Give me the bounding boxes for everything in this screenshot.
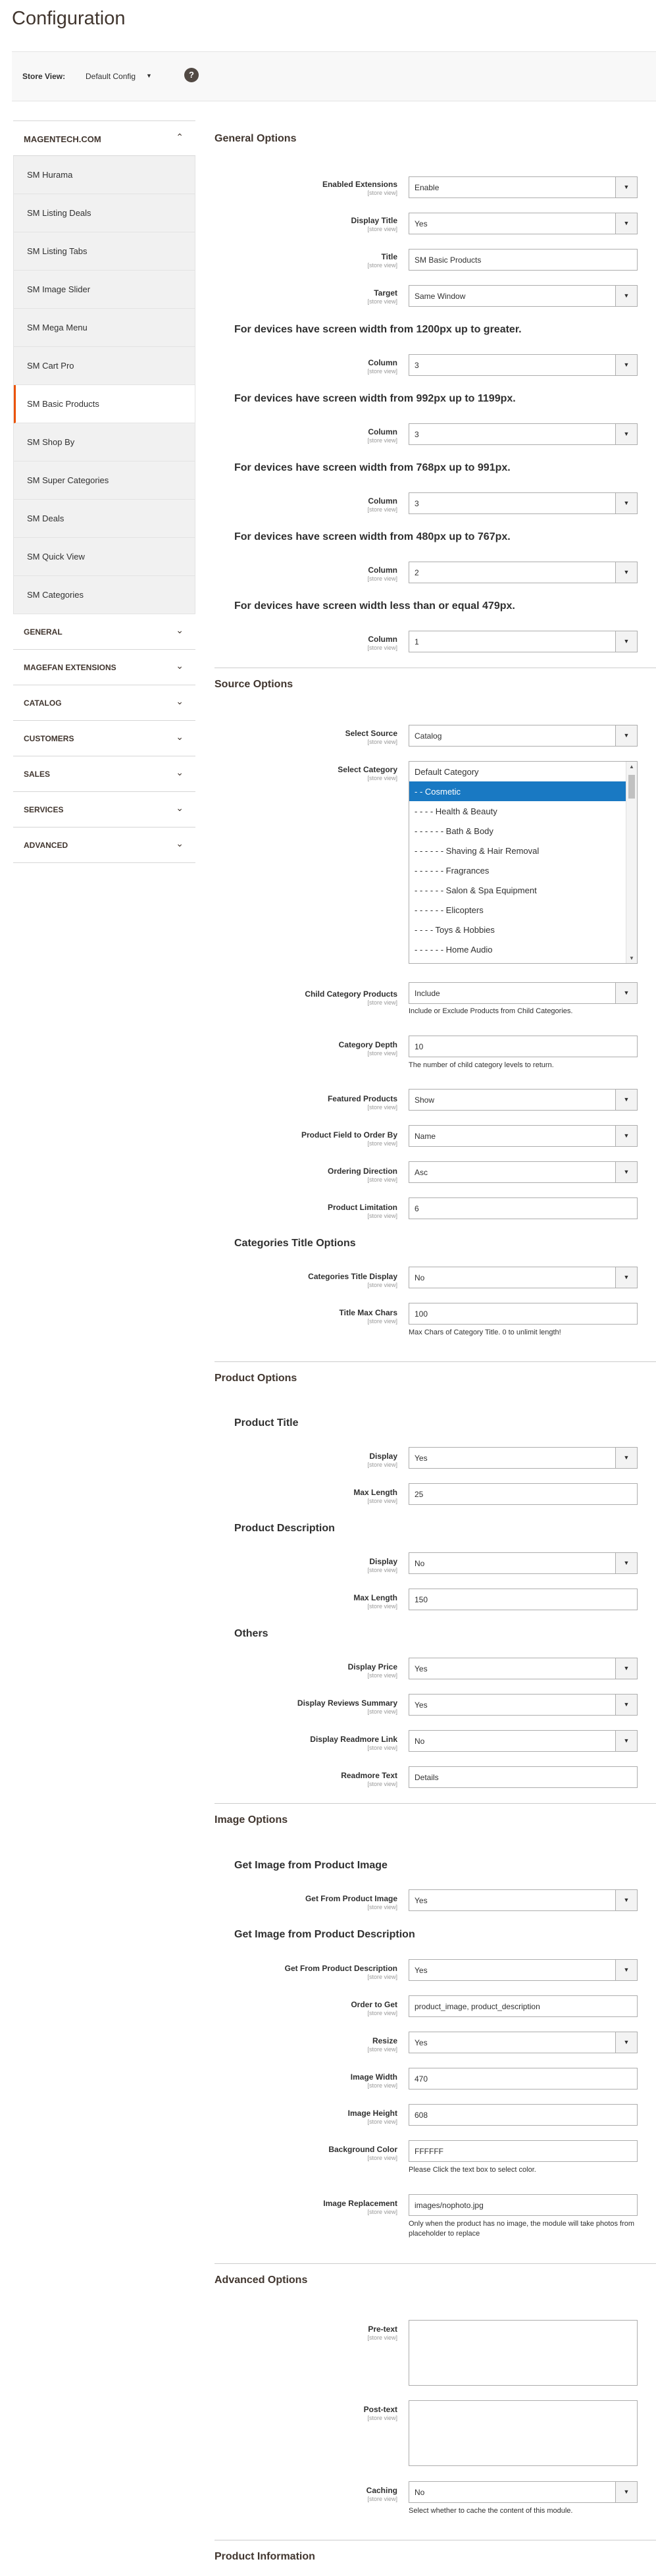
scope-hint: [store view] bbox=[367, 1904, 397, 1910]
device-heading-1: For devices have screen width from 1200px up to greater. bbox=[234, 324, 522, 335]
select-category-multiselect[interactable] bbox=[409, 761, 638, 964]
scope-hint: [store view] bbox=[367, 190, 397, 196]
others-heading: Others bbox=[234, 1628, 268, 1639]
field-label: Title Max Chars bbox=[339, 1308, 397, 1317]
scope-hint: [store view] bbox=[367, 775, 397, 781]
scope-hint: [store view] bbox=[367, 1282, 397, 1288]
scope-hint: [store view] bbox=[367, 1708, 397, 1715]
dropdown-arrow-icon: ▼ bbox=[615, 1553, 637, 1573]
product-description-display-select[interactable] bbox=[409, 1552, 638, 1574]
input-value: 6 bbox=[415, 1204, 419, 1213]
dropdown-arrow-icon: ▼ bbox=[615, 1731, 637, 1751]
scope-hint: [store view] bbox=[367, 2118, 397, 2125]
section-title-image-options[interactable]: Image Options bbox=[214, 1814, 288, 1826]
dropdown-arrow-icon: ▼ bbox=[615, 1960, 637, 1980]
product-description-heading: Product Description bbox=[234, 1523, 335, 1534]
scope-hint: [store view] bbox=[367, 999, 397, 1006]
device-heading-2: For devices have screen width from 992px up to 1199px. bbox=[234, 393, 516, 404]
input-value: 150 bbox=[415, 1595, 428, 1604]
sidebar-item-sm-listing-deals[interactable] bbox=[14, 194, 195, 232]
select-value: No bbox=[415, 1273, 425, 1282]
chevron-down-icon: ⌄ bbox=[176, 731, 184, 742]
sidebar-item-label: SM Mega Menu bbox=[27, 323, 88, 332]
scope-hint: [store view] bbox=[367, 1745, 397, 1751]
dropdown-arrow-icon: ▼ bbox=[615, 213, 637, 234]
field-label: Enabled Extensions bbox=[322, 180, 397, 189]
scope-hint: [store view] bbox=[367, 1974, 397, 1980]
field-label: Column bbox=[368, 427, 397, 436]
dropdown-arrow-icon: ▼ bbox=[615, 2482, 637, 2502]
column-select-3[interactable] bbox=[409, 492, 638, 514]
sidebar-item-label: SM Quick View bbox=[27, 552, 85, 562]
scope-switcher-bar bbox=[12, 51, 656, 101]
input-value: 25 bbox=[415, 1490, 424, 1499]
scope-hint: [store view] bbox=[367, 437, 397, 444]
column-select-5[interactable] bbox=[409, 631, 638, 652]
category-option[interactable]: - - - - - - Home Audio bbox=[415, 945, 493, 955]
field-label: Ordering Direction bbox=[327, 1167, 397, 1176]
field-label: Select Source bbox=[345, 729, 397, 738]
sidebar-item-sm-shop-by[interactable] bbox=[14, 423, 195, 461]
sidebar-item-label: SM Shop By bbox=[27, 437, 75, 447]
page-title: Configuration bbox=[12, 8, 126, 29]
category-option[interactable]: - - - - - - Salon & Spa Equipment bbox=[415, 885, 537, 895]
scope-hint: [store view] bbox=[367, 2155, 397, 2161]
scope-hint: [store view] bbox=[367, 226, 397, 232]
scope-hint: [store view] bbox=[367, 1461, 397, 1468]
field-label: Caching bbox=[366, 2486, 397, 2495]
scope-hint: [store view] bbox=[367, 506, 397, 513]
field-label: Image Width bbox=[350, 2072, 397, 2082]
dropdown-arrow-icon: ▼ bbox=[615, 1890, 637, 1910]
chevron-down-icon: ⌄ bbox=[176, 660, 184, 671]
select-value: Catalog bbox=[415, 731, 442, 741]
scope-hint: [store view] bbox=[367, 2082, 397, 2089]
chevron-up-icon: ⌃ bbox=[176, 132, 184, 142]
category-option[interactable]: - - - - Toys & Hobbies bbox=[415, 925, 495, 935]
scope-hint: [store view] bbox=[367, 1176, 397, 1183]
field-label: Column bbox=[368, 496, 397, 506]
input-value: product_image, product_description bbox=[415, 2002, 540, 2011]
dropdown-arrow-icon: ▼ bbox=[615, 1695, 637, 1715]
section-divider bbox=[214, 1803, 656, 1804]
field-note: Max Chars of Category Title. 0 to unlimit length! bbox=[409, 1328, 561, 1336]
select-value: Yes bbox=[415, 1454, 428, 1463]
field-label: Display Reviews Summary bbox=[297, 1698, 397, 1708]
sidebar-group-general[interactable] bbox=[13, 614, 195, 650]
dropdown-arrow-icon: ▼ bbox=[615, 1090, 637, 1110]
field-label: Image Replacement bbox=[323, 2199, 397, 2208]
scope-hint: [store view] bbox=[367, 2209, 397, 2215]
title-max-chars-input[interactable] bbox=[409, 1303, 638, 1325]
sidebar-item-sm-quick-view[interactable] bbox=[14, 538, 195, 576]
sidebar-item-label: SM Super Categories bbox=[27, 475, 109, 485]
field-label: Resize bbox=[372, 2036, 397, 2045]
select-value: Asc bbox=[415, 1168, 428, 1177]
category-option[interactable]: - - - - - - Bath & Body bbox=[415, 826, 493, 836]
input-value: images/nophoto.jpg bbox=[415, 2201, 484, 2210]
caching-select[interactable] bbox=[409, 2481, 638, 2503]
title-input[interactable] bbox=[409, 249, 638, 271]
sidebar-group-services[interactable] bbox=[13, 792, 195, 828]
enabled-extensions-select[interactable] bbox=[409, 176, 638, 198]
scope-hint: [store view] bbox=[367, 739, 397, 745]
scope-hint: [store view] bbox=[367, 1781, 397, 1787]
section-title-general-options[interactable]: General Options bbox=[214, 133, 297, 144]
field-label: Max Length bbox=[353, 1488, 397, 1497]
product-description-max-length-input[interactable] bbox=[409, 1589, 638, 1610]
dropdown-arrow-icon: ▼ bbox=[615, 2032, 637, 2053]
select-value: Yes bbox=[415, 1896, 428, 1905]
sidebar-item-sm-listing-tabs[interactable] bbox=[14, 232, 195, 271]
sidebar-item-sm-super-categories[interactable] bbox=[14, 461, 195, 500]
dropdown-arrow-icon: ▼ bbox=[615, 286, 637, 306]
device-heading-3: For devices have screen width from 768px up to 991px. bbox=[234, 462, 511, 473]
sidebar-group-label: MAGEFAN EXTENSIONS bbox=[24, 663, 116, 672]
scope-hint: [store view] bbox=[367, 262, 397, 269]
chevron-down-icon: ⌄ bbox=[176, 696, 184, 706]
sidebar-item-label: SM Image Slider bbox=[27, 284, 91, 294]
scope-hint: [store view] bbox=[367, 2046, 397, 2053]
scope-hint: [store view] bbox=[367, 2415, 397, 2421]
child-category-products-select[interactable] bbox=[409, 982, 638, 1004]
field-label: Child Category Products bbox=[305, 989, 397, 999]
featured-products-select[interactable] bbox=[409, 1089, 638, 1111]
sidebar-group-catalog[interactable] bbox=[13, 685, 195, 721]
background-color-input[interactable] bbox=[409, 2140, 638, 2162]
order-by-select[interactable] bbox=[409, 1125, 638, 1147]
sidebar-item-sm-cart-pro[interactable] bbox=[14, 347, 195, 385]
scope-hint: [store view] bbox=[367, 1104, 397, 1111]
field-label: Get From Product Image bbox=[305, 1894, 397, 1903]
image-height-input[interactable] bbox=[409, 2104, 638, 2126]
device-heading-5: For devices have screen width less than or equal 479px. bbox=[234, 600, 515, 612]
select-value: 1 bbox=[415, 637, 419, 646]
sidebar-group-label: CATALOG bbox=[24, 698, 62, 708]
field-label: Title bbox=[381, 252, 397, 261]
field-note: Only when the product has no image, the module will take photos from placeholder to replace bbox=[409, 2220, 635, 2238]
scope-hint: [store view] bbox=[367, 1213, 397, 1219]
scroll-up-icon[interactable]: ▲ bbox=[629, 764, 634, 770]
select-value: 3 bbox=[415, 430, 419, 439]
section-divider bbox=[214, 1361, 656, 1362]
display-readmore-select[interactable] bbox=[409, 1730, 638, 1752]
caret-down-icon[interactable]: ▼ bbox=[146, 72, 152, 79]
input-value: SM Basic Products bbox=[415, 255, 482, 265]
store-view-select[interactable]: Default Config bbox=[86, 72, 136, 81]
field-note: Select whether to cache the content of this module. bbox=[409, 2507, 573, 2515]
scope-hint: [store view] bbox=[367, 575, 397, 582]
product-title-max-length-input[interactable] bbox=[409, 1483, 638, 1505]
image-from-product-heading: Get Image from Product Image bbox=[234, 1860, 388, 1871]
scope-hint: [store view] bbox=[367, 2010, 397, 2016]
field-label: Post-text bbox=[363, 2405, 397, 2414]
field-note: Include or Exclude Products from Child Categories. bbox=[409, 1007, 573, 1015]
select-value: Yes bbox=[415, 2038, 428, 2047]
dropdown-arrow-icon: ▼ bbox=[615, 355, 637, 375]
field-label: Select Category bbox=[338, 765, 397, 774]
dropdown-arrow-icon: ▼ bbox=[615, 1126, 637, 1146]
categories-title-display-select[interactable] bbox=[409, 1267, 638, 1288]
sidebar-item-label: SM Basic Products bbox=[27, 399, 99, 409]
chevron-down-icon: ⌄ bbox=[176, 838, 184, 849]
section-title-advanced-options[interactable]: Advanced Options bbox=[214, 2274, 308, 2286]
scope-hint: [store view] bbox=[367, 1318, 397, 1325]
sidebar-group-advanced[interactable] bbox=[13, 828, 195, 863]
field-label: Target bbox=[374, 288, 397, 298]
field-label: Max Length bbox=[353, 1593, 397, 1602]
dropdown-arrow-icon: ▼ bbox=[615, 1162, 637, 1182]
chevron-down-icon: ⌄ bbox=[176, 767, 184, 777]
dropdown-arrow-icon: ▼ bbox=[615, 177, 637, 197]
image-width-input[interactable] bbox=[409, 2068, 638, 2090]
dropdown-arrow-icon: ▼ bbox=[615, 725, 637, 746]
select-value: Same Window bbox=[415, 292, 466, 301]
column-select-1[interactable] bbox=[409, 354, 638, 376]
category-option[interactable]: - - - - - - Elicopters bbox=[415, 905, 484, 915]
select-value: No bbox=[415, 1737, 425, 1746]
get-from-product-image-select[interactable] bbox=[409, 1889, 638, 1911]
config-sidebar bbox=[13, 120, 195, 863]
scope-hint: [store view] bbox=[367, 644, 397, 651]
section-title-product-options[interactable]: Product Options bbox=[214, 1373, 297, 1384]
sidebar-item-sm-hurama[interactable] bbox=[14, 156, 195, 194]
dropdown-arrow-icon: ▼ bbox=[615, 562, 637, 583]
field-label: Category Depth bbox=[338, 1040, 397, 1049]
section-title-product-information[interactable]: Product Information bbox=[214, 2551, 315, 2562]
dropdown-arrow-icon: ▼ bbox=[615, 631, 637, 652]
category-depth-input[interactable] bbox=[409, 1036, 638, 1057]
scope-hint: [store view] bbox=[367, 368, 397, 375]
sidebar-item-label: SM Listing Tabs bbox=[27, 246, 88, 256]
dropdown-arrow-icon: ▼ bbox=[615, 1658, 637, 1679]
field-label: Column bbox=[368, 635, 397, 644]
get-from-description-select[interactable] bbox=[409, 1959, 638, 1981]
field-note: Please Click the text box to select color. bbox=[409, 2166, 536, 2174]
dropdown-arrow-icon: ▼ bbox=[615, 983, 637, 1003]
product-limitation-input[interactable] bbox=[409, 1197, 638, 1219]
device-heading-4: For devices have screen width from 480px up to 767px. bbox=[234, 531, 511, 542]
select-value: Show bbox=[415, 1095, 435, 1105]
sidebar-item-label: SM Categories bbox=[27, 590, 84, 600]
select-value: Yes bbox=[415, 219, 428, 228]
field-label: Background Color bbox=[328, 2145, 397, 2154]
input-value: 100 bbox=[415, 1309, 428, 1319]
select-source-select[interactable] bbox=[409, 725, 638, 747]
scope-hint: [store view] bbox=[367, 1672, 397, 1679]
help-icon[interactable]: ? bbox=[184, 68, 199, 82]
field-label: Display bbox=[369, 1557, 397, 1566]
field-label: Featured Products bbox=[327, 1094, 397, 1103]
field-label: Display bbox=[369, 1452, 397, 1461]
ordering-direction-select[interactable] bbox=[409, 1161, 638, 1183]
readmore-text-input[interactable] bbox=[409, 1766, 638, 1788]
scope-hint: [store view] bbox=[367, 2496, 397, 2502]
field-label: Image Height bbox=[347, 2109, 397, 2118]
category-option-selected[interactable]: - - Cosmetic bbox=[409, 781, 626, 801]
chevron-down-icon: ⌄ bbox=[176, 625, 184, 635]
scope-hint: [store view] bbox=[367, 298, 397, 305]
field-label: Categories Title Display bbox=[308, 1272, 397, 1281]
scope-hint: [store view] bbox=[367, 1050, 397, 1057]
dropdown-arrow-icon: ▼ bbox=[615, 424, 637, 444]
select-value: Yes bbox=[415, 1664, 428, 1673]
select-value: Yes bbox=[415, 1700, 428, 1710]
field-note: The number of child category levels to return. bbox=[409, 1061, 554, 1069]
sidebar-item-label: SM Cart Pro bbox=[27, 361, 74, 371]
sidebar-item-label: SM Deals bbox=[27, 513, 64, 523]
category-option[interactable]: - - - - Health & Beauty bbox=[415, 806, 497, 816]
field-label: Display Readmore Link bbox=[310, 1735, 397, 1744]
field-label: Product Field to Order By bbox=[301, 1130, 397, 1140]
input-value: Details bbox=[415, 1773, 439, 1782]
field-label: Column bbox=[368, 565, 397, 575]
category-scrollbar[interactable] bbox=[626, 762, 637, 963]
dropdown-arrow-icon: ▼ bbox=[615, 1448, 637, 1468]
sidebar-item-sm-categories[interactable] bbox=[14, 576, 195, 614]
sidebar-section-magentech[interactable] bbox=[13, 120, 195, 156]
field-label: Order to Get bbox=[351, 2000, 397, 2009]
field-label: Get From Product Description bbox=[284, 1964, 397, 1973]
scope-hint: [store view] bbox=[367, 1498, 397, 1504]
sidebar-group-label: CUSTOMERS bbox=[24, 734, 74, 743]
post-text-textarea[interactable] bbox=[409, 2400, 638, 2466]
sidebar-item-label: SM Hurama bbox=[27, 170, 73, 180]
category-option[interactable]: - - - - - - Fragrances bbox=[415, 866, 490, 876]
display-title-select[interactable] bbox=[409, 213, 638, 234]
field-label: Readmore Text bbox=[341, 1771, 397, 1780]
scroll-down-icon[interactable]: ▼ bbox=[629, 955, 634, 961]
sidebar-item-sm-image-slider[interactable] bbox=[14, 271, 195, 309]
sidebar-item-sm-basic-products[interactable] bbox=[14, 385, 195, 423]
sidebar-item-list bbox=[13, 156, 195, 614]
column-select-4[interactable] bbox=[409, 562, 638, 583]
sidebar-group-sales[interactable] bbox=[13, 756, 195, 792]
field-label: Display Title bbox=[351, 216, 397, 225]
sidebar-group-label: ADVANCED bbox=[24, 841, 68, 850]
product-title-display-select[interactable] bbox=[409, 1447, 638, 1469]
scope-hint: [store view] bbox=[367, 2334, 397, 2341]
select-value: Name bbox=[415, 1132, 436, 1141]
select-value: 2 bbox=[415, 568, 419, 577]
input-value: 608 bbox=[415, 2111, 428, 2120]
field-label: Display Price bbox=[347, 1662, 397, 1671]
target-select[interactable] bbox=[409, 285, 638, 307]
category-option[interactable]: Default Category bbox=[415, 767, 479, 777]
select-value: Include bbox=[415, 989, 440, 998]
select-value: 3 bbox=[415, 499, 419, 508]
input-value: 470 bbox=[415, 2074, 428, 2084]
display-price-select[interactable] bbox=[409, 1658, 638, 1679]
sidebar-item-sm-deals[interactable] bbox=[14, 500, 195, 538]
resize-select[interactable] bbox=[409, 2032, 638, 2053]
sidebar-section-label: MAGENTECH.COM bbox=[24, 134, 101, 144]
store-view-label: Store View: bbox=[22, 72, 66, 81]
sidebar-item-sm-mega-menu[interactable] bbox=[14, 309, 195, 347]
category-option[interactable]: - - - - - - Shaving & Hair Removal bbox=[415, 846, 540, 856]
scroll-thumb[interactable] bbox=[628, 775, 635, 799]
dropdown-arrow-icon: ▼ bbox=[615, 493, 637, 513]
select-value: Enable bbox=[415, 183, 440, 192]
display-reviews-select[interactable] bbox=[409, 1694, 638, 1716]
sidebar-group-label: GENERAL bbox=[24, 627, 63, 637]
input-value: FFFFFF bbox=[415, 2147, 443, 2156]
select-value: Yes bbox=[415, 1966, 428, 1975]
select-value: No bbox=[415, 1559, 425, 1568]
field-label: Pre-text bbox=[368, 2325, 397, 2334]
section-divider bbox=[214, 2263, 656, 2264]
scope-hint: [store view] bbox=[367, 1140, 397, 1147]
dropdown-arrow-icon: ▼ bbox=[615, 1267, 637, 1288]
sidebar-group-customers[interactable] bbox=[13, 721, 195, 756]
input-value: 10 bbox=[415, 1042, 424, 1051]
field-label: Column bbox=[368, 358, 397, 367]
product-title-heading: Product Title bbox=[234, 1417, 299, 1429]
select-value: No bbox=[415, 2488, 425, 2497]
image-from-description-heading: Get Image from Product Description bbox=[234, 1929, 415, 1940]
order-to-get-input[interactable] bbox=[409, 1995, 638, 2017]
scope-hint: [store view] bbox=[367, 1567, 397, 1573]
scope-hint: [store view] bbox=[367, 1603, 397, 1610]
sidebar-group-magefan-extensions[interactable] bbox=[13, 650, 195, 685]
chevron-down-icon: ⌄ bbox=[176, 802, 184, 813]
section-title-source-options[interactable]: Source Options bbox=[214, 679, 293, 690]
sidebar-group-label: SERVICES bbox=[24, 805, 64, 814]
categories-title-heading: Categories Title Options bbox=[234, 1238, 356, 1249]
image-replacement-input[interactable] bbox=[409, 2194, 638, 2216]
field-label: Product Limitation bbox=[328, 1203, 397, 1212]
select-value: 3 bbox=[415, 361, 419, 370]
sidebar-item-label: SM Listing Deals bbox=[27, 208, 91, 218]
column-select-2[interactable] bbox=[409, 423, 638, 445]
pre-text-textarea[interactable] bbox=[409, 2320, 638, 2386]
sidebar-group-label: SALES bbox=[24, 770, 51, 779]
